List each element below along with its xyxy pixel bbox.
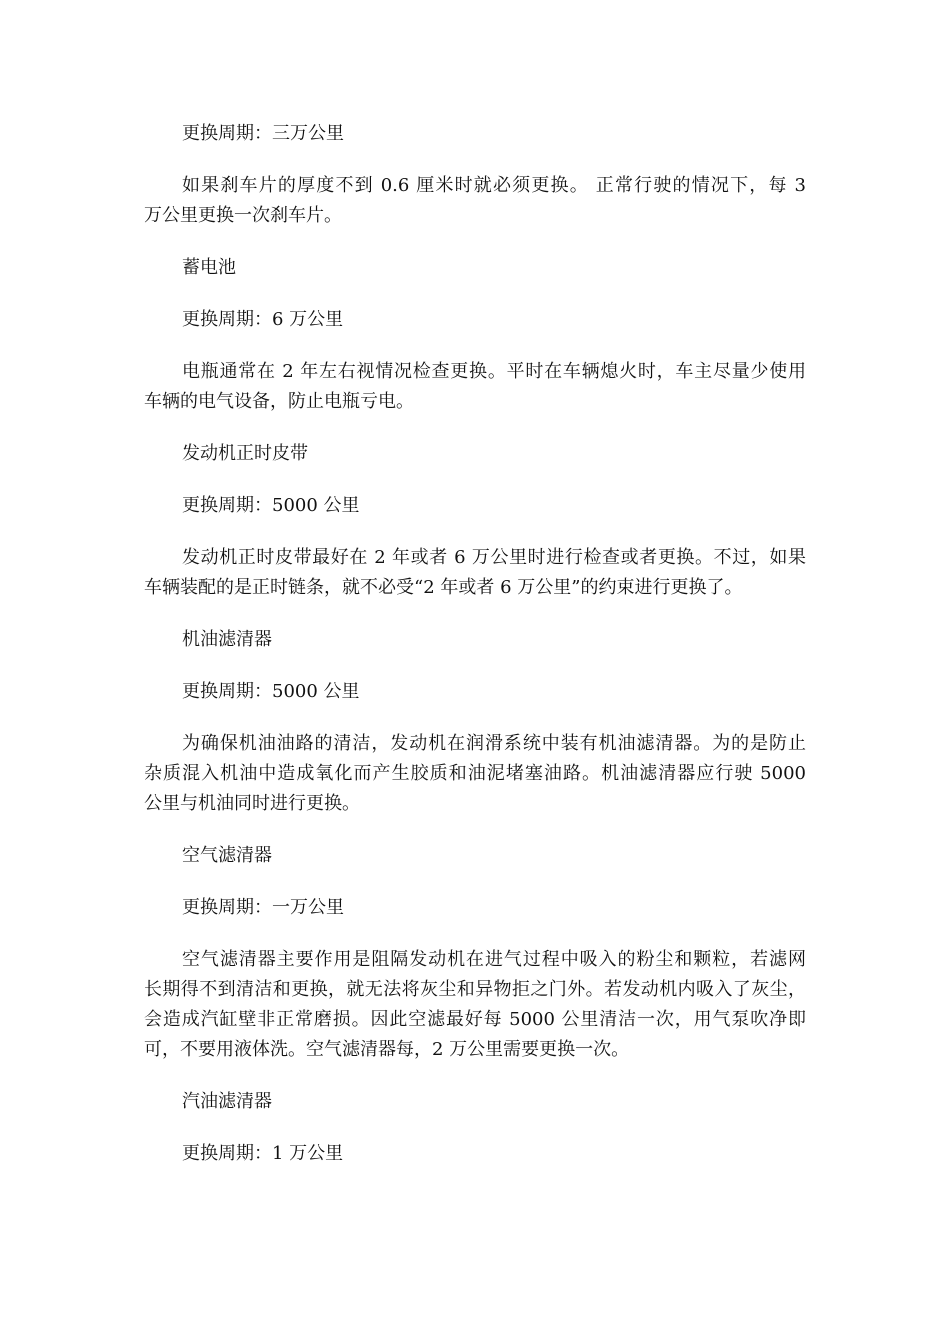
paragraph	[144, 357, 806, 417]
paragraph-line: 万公里更换一次刹车片。	[144, 205, 342, 226]
paragraph-line: 如果刹车片的厚度不到 0.6 厘米时就必须更换。 正常行驶的情况下，每 3	[182, 175, 806, 196]
paragraph	[144, 625, 806, 655]
paragraph	[144, 253, 806, 283]
paragraph	[144, 1139, 806, 1169]
paragraph-line: 更换周期：1 万公里	[182, 1143, 344, 1164]
paragraph	[144, 305, 806, 335]
paragraph-line: 蓄电池	[182, 257, 236, 278]
paragraph	[144, 119, 806, 149]
paragraph-line: 更换周期：5000 公里	[182, 495, 360, 516]
paragraph-line: 更换周期：三万公里	[182, 123, 344, 144]
paragraph-line: 可，不要用液体洗。空气滤清器每，2 万公里需要更换一次。	[144, 1039, 630, 1060]
paragraph-line: 发动机正时皮带最好在 2 年或者 6 万公里时进行检查或者更换。不过，如果	[182, 547, 806, 568]
paragraph	[144, 841, 806, 871]
paragraph	[144, 491, 806, 521]
paragraph-line: 空气滤清器主要作用是阻隔发动机在进气过程中吸入的粉尘和颗粒，若滤网	[182, 949, 806, 970]
paragraph-line: 更换周期：一万公里	[182, 897, 344, 918]
paragraph-line: 机油滤清器	[182, 629, 272, 650]
paragraph	[144, 945, 806, 1065]
paragraph-line: 电瓶通常在 2 年左右视情况检查更换。平时在车辆熄火时，车主尽量少使用	[182, 361, 806, 382]
paragraph-line: 车辆装配的是正时链条，就不必受“2 年或者 6 万公里”的约束进行更换了。	[144, 577, 743, 598]
paragraph-line: 公里与机油同时进行更换。	[144, 793, 360, 814]
paragraph-line: 杂质混入机油中造成氧化而产生胶质和油泥堵塞油路。机油滤清器应行驶 5000	[144, 763, 806, 784]
paragraph-line: 更换周期：6 万公里	[182, 309, 344, 330]
paragraph-line: 长期得不到清洁和更换，就无法将灰尘和异物拒之门外。若发动机内吸入了灰尘，	[144, 979, 806, 1000]
paragraph-line: 更换周期：5000 公里	[182, 681, 360, 702]
paragraph	[144, 1087, 806, 1117]
paragraph-line: 空气滤清器	[182, 845, 272, 866]
paragraph-line: 汽油滤清器	[182, 1091, 272, 1112]
paragraph-line: 为确保机油油路的清洁，发动机在润滑系统中装有机油滤清器。为的是防止	[182, 733, 806, 754]
paragraph-line: 发动机正时皮带	[182, 443, 308, 464]
paragraph	[144, 729, 806, 819]
paragraph	[144, 171, 806, 231]
document-page	[144, 119, 806, 1191]
paragraph	[144, 677, 806, 707]
paragraph-line: 车辆的电气设备，防止电瓶亏电。	[144, 391, 414, 412]
paragraph	[144, 893, 806, 923]
paragraph	[144, 543, 806, 603]
paragraph-line: 会造成汽缸壁非正常磨损。因此空滤最好每 5000 公里清洁一次，用气泵吹净即	[144, 1009, 806, 1030]
paragraph	[144, 439, 806, 469]
